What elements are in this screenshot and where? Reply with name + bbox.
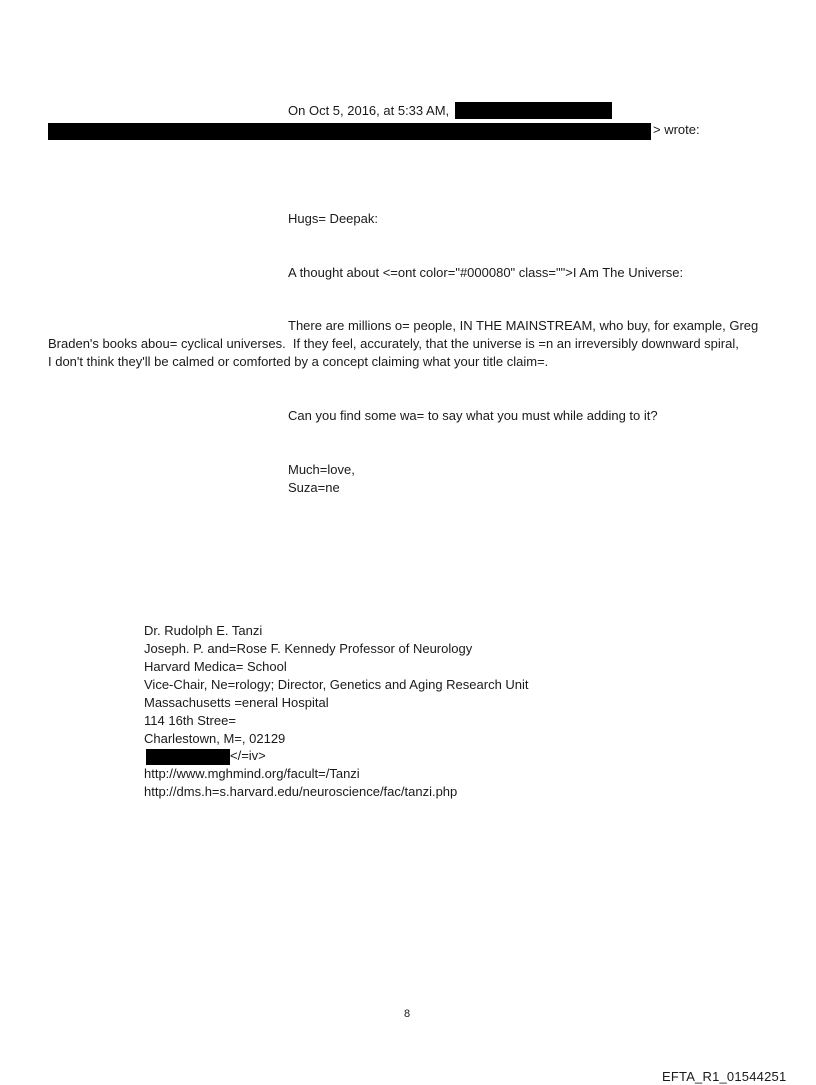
redaction-block: [146, 749, 230, 765]
document-id: EFTA_R1_01544251: [662, 1069, 787, 1084]
wrote-label: > wrote:: [653, 122, 700, 137]
signature-hospital: Massachusetts =eneral Hospital: [144, 695, 329, 710]
signature-title: Joseph. P. and=Rose F. Kennedy Professor of Neurology: [144, 641, 473, 656]
signature-city: Charlestown, M=, 02129: [144, 731, 286, 746]
signature-div-tag: </=iv>: [230, 748, 266, 763]
question-line: Can you find some wa= to say what you must while adding to it?: [288, 408, 658, 423]
paragraph-line-1: There are millions o= people, IN THE MAINSTREAM, who buy, for example, Greg: [288, 318, 759, 333]
page-number: 8: [404, 1008, 411, 1020]
closing-line: Much=love,: [288, 462, 355, 477]
redaction-block: [48, 123, 651, 140]
signature-school: Harvard Medica= School: [144, 659, 287, 674]
signature-name: Dr. Rudolph E. Tanzi: [144, 623, 263, 638]
paragraph-line-3: I don't think they'll be calmed or comforted by a concept claiming what your title claim=.: [48, 354, 549, 369]
signature-street: 114 16th Stree=: [144, 713, 236, 728]
signature-role: Vice-Chair, Ne=rology; Director, Genetics and Aging Research Unit: [144, 677, 529, 692]
signature-url-2: http://dms.h=s.harvard.edu/neuroscience/fac/tanzi.php: [144, 784, 458, 799]
redaction-block: [455, 102, 612, 119]
paragraph-line-2: Braden's books abou= cyclical universes. If they feel, accurately, that the universe is =n an irreversibly downward spiral,: [48, 336, 739, 351]
email-header-line: On Oct 5, 2016, at 5:33 AM,: [288, 103, 450, 118]
sender-name: Suza=ne: [288, 480, 340, 495]
greeting-line: Hugs= Deepak:: [288, 211, 378, 226]
signature-url-1: http://www.mghmind.org/facult=/Tanzi: [144, 766, 360, 781]
thought-line: A thought about <=ont color="#000080" class="">I Am The Universe:: [288, 265, 684, 280]
